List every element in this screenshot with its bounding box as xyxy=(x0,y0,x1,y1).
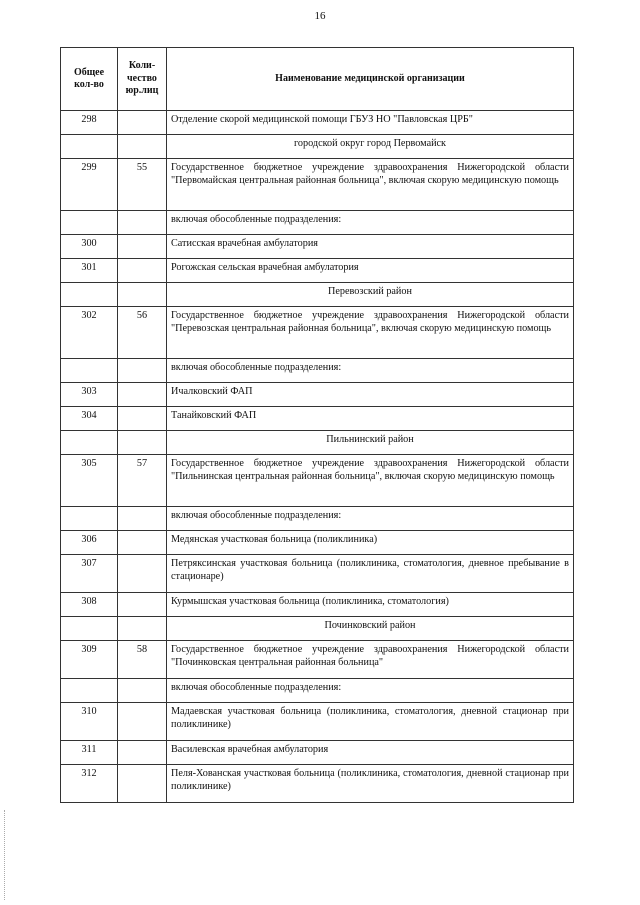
subdivision-row xyxy=(61,679,574,703)
row-count xyxy=(118,593,167,617)
row-name: Сатисская врачебная амбулатория xyxy=(167,235,574,259)
row-number xyxy=(61,617,118,641)
row-count xyxy=(118,283,167,307)
row-count: 56 xyxy=(118,307,167,359)
row-number: 310 xyxy=(61,703,118,741)
header-legal-entities-count: Коли-чество юр.лиц xyxy=(118,48,167,111)
row-name: Танайковский ФАП xyxy=(167,407,574,431)
table-row xyxy=(61,383,574,407)
row-number xyxy=(61,211,118,235)
row-number: 306 xyxy=(61,531,118,555)
table-row xyxy=(61,555,574,593)
row-name: Петряксинская участковая больница (поликлиника, стоматология, дневное пребывание в стационаре) xyxy=(167,555,574,593)
table-row xyxy=(61,259,574,283)
scan-edge-artifact xyxy=(4,810,6,900)
section-title: Пильнинский район xyxy=(167,431,574,455)
row-number: 309 xyxy=(61,641,118,679)
row-number: 298 xyxy=(61,111,118,135)
subdivision-label: включая обособленные подразделения: xyxy=(167,211,574,235)
row-number: 307 xyxy=(61,555,118,593)
row-count xyxy=(118,211,167,235)
row-number: 305 xyxy=(61,455,118,507)
row-count: 55 xyxy=(118,159,167,211)
row-number: 302 xyxy=(61,307,118,359)
row-number: 308 xyxy=(61,593,118,617)
row-count xyxy=(118,259,167,283)
row-number: 311 xyxy=(61,741,118,765)
row-number: 301 xyxy=(61,259,118,283)
row-count: 57 xyxy=(118,455,167,507)
header-organization-name: Наименование медицинской организации xyxy=(167,48,574,111)
table-row xyxy=(61,111,574,135)
table-row xyxy=(61,765,574,803)
header-total-count: Общее кол-во xyxy=(61,48,118,111)
row-number xyxy=(61,507,118,531)
table-row xyxy=(61,531,574,555)
row-count xyxy=(118,617,167,641)
row-count xyxy=(118,111,167,135)
row-name: Василевская врачебная амбулатория xyxy=(167,741,574,765)
row-name: Пеля-Хованская участковая больница (поликлиника, стоматология, дневной стационар при поликлинике) xyxy=(167,765,574,803)
row-count xyxy=(118,431,167,455)
section-row xyxy=(61,283,574,307)
row-count xyxy=(118,235,167,259)
section-title: Починковский район xyxy=(167,617,574,641)
table-row xyxy=(61,235,574,259)
row-number: 312 xyxy=(61,765,118,803)
subdivision-row xyxy=(61,211,574,235)
section-title: городской округ город Первомайск xyxy=(167,135,574,159)
table-row xyxy=(61,307,574,359)
row-name: Государственное бюджетное учреждение здравоохранения Нижегородской области "Пильнинская центральная районная больница", включая скорую медицинскую помощь xyxy=(167,455,574,507)
row-count xyxy=(118,531,167,555)
subdivision-row xyxy=(61,359,574,383)
row-number xyxy=(61,135,118,159)
row-name: Государственное бюджетное учреждение здравоохранения Нижегородской области "Первомайская центральная районная больница", включая скорую медицинскую помощь xyxy=(167,159,574,211)
table-row xyxy=(61,159,574,211)
row-count xyxy=(118,703,167,741)
row-count xyxy=(118,135,167,159)
table-row xyxy=(61,407,574,431)
row-name: Мадаевская участковая больница (поликлиника, стоматология, дневной стационар при поликлинике) xyxy=(167,703,574,741)
section-row xyxy=(61,431,574,455)
row-name: Отделение скорой медицинской помощи ГБУЗ НО "Павловская ЦРБ" xyxy=(167,111,574,135)
row-number xyxy=(61,679,118,703)
row-number: 299 xyxy=(61,159,118,211)
table-row xyxy=(61,703,574,741)
subdivision-label: включая обособленные подразделения: xyxy=(167,679,574,703)
row-count: 58 xyxy=(118,641,167,679)
row-number: 303 xyxy=(61,383,118,407)
row-count xyxy=(118,555,167,593)
row-count xyxy=(118,741,167,765)
row-count xyxy=(118,383,167,407)
row-name: Ичалковский ФАП xyxy=(167,383,574,407)
row-name: Курмышская участковая больница (поликлиника, стоматология) xyxy=(167,593,574,617)
row-name: Рогожская сельская врачебная амбулатория xyxy=(167,259,574,283)
row-number xyxy=(61,283,118,307)
row-number xyxy=(61,431,118,455)
section-title: Перевозский район xyxy=(167,283,574,307)
table-row xyxy=(61,641,574,679)
table-row xyxy=(61,455,574,507)
row-number: 300 xyxy=(61,235,118,259)
row-count xyxy=(118,507,167,531)
table-header-row xyxy=(61,48,574,111)
row-name: Государственное бюджетное учреждение здравоохранения Нижегородской области "Починковская центральная районная больница" xyxy=(167,641,574,679)
row-count xyxy=(118,679,167,703)
row-count xyxy=(118,765,167,803)
table-row xyxy=(61,593,574,617)
row-name: Медянская участковая больница (поликлиника) xyxy=(167,531,574,555)
medical-organizations-table xyxy=(60,47,574,803)
section-row xyxy=(61,617,574,641)
row-number: 304 xyxy=(61,407,118,431)
subdivision-label: включая обособленные подразделения: xyxy=(167,359,574,383)
row-number xyxy=(61,359,118,383)
table-row xyxy=(61,741,574,765)
page-number: 16 xyxy=(314,10,326,22)
subdivision-row xyxy=(61,507,574,531)
row-count xyxy=(118,407,167,431)
row-name: Государственное бюджетное учреждение здравоохранения Нижегородской области "Перевозская центральная районная больница", включая скорую медицинскую помощь xyxy=(167,307,574,359)
row-count xyxy=(118,359,167,383)
section-row xyxy=(61,135,574,159)
subdivision-label: включая обособленные подразделения: xyxy=(167,507,574,531)
